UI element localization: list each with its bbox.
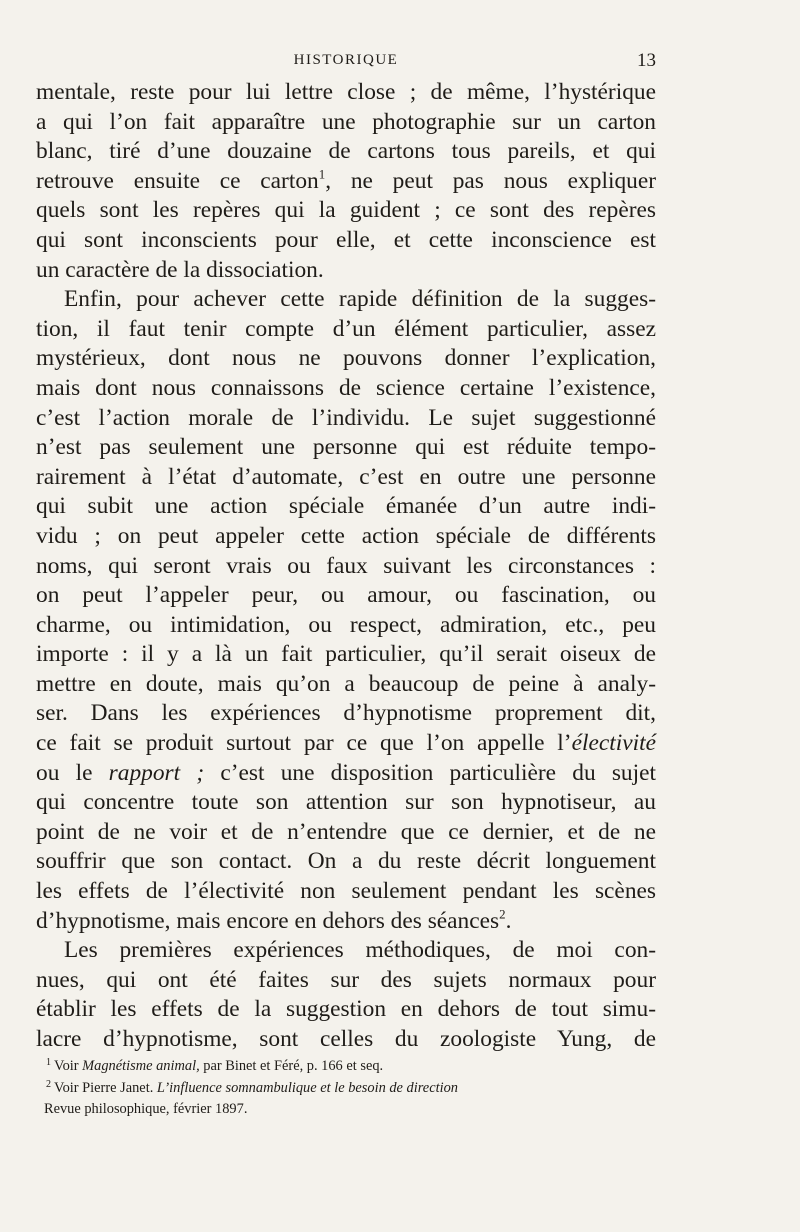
body-text [36,78,656,1055]
text-line: mystérieux, dont nous ne pouvons donner l’explication, [36,345,656,372]
text-line: charme, ou intimidation, ou respect, admiration, etc., peu [36,611,656,638]
text-line: ser. Dans les expériences d’hypnotisme proprement dit, [36,700,656,727]
text-segment: par Binet et Féré, p. 166 et seq. [199,1058,384,1074]
text-line: souffrir que son contact. On a du reste décrit longuement [36,848,656,875]
italic-term: rapport ; [108,759,205,786]
text-segment: . [505,907,512,934]
text-line: point de ne voir et de n’entendre que ce dernier, et de ne [36,818,656,845]
text-line: c’est l’action morale de l’individu. Le sujet suggestionné [36,404,656,431]
page-number: 13 [637,50,656,71]
text-line [36,907,656,937]
running-head [36,48,656,78]
footnote-2 [46,1079,654,1098]
text-line: établir les effets de la suggestion en dehors de tout simu- [36,996,656,1023]
text-line: les effets de l’électivité non seulement pendant les scènes [36,878,656,905]
text-segment: Voir Pierre Janet. [54,1079,157,1096]
footnote-mark: 2 [46,1078,52,1090]
text-line: vidu ; on peut appeler cette action spéciale de différents [36,522,656,549]
text-segment: Voir [54,1058,83,1074]
text-segment: c’est une disposition particulière du sujet [204,759,657,786]
text-line [36,759,656,789]
text-line: Les premières expériences méthodiques, de moi con- [64,937,656,964]
footnote-1 [46,1057,654,1076]
text-line: qui concentre toute son attention sur son hypnotiseur, au [36,789,656,816]
text-line [36,167,656,197]
text-segment: , ne peut pas nous expliquer [325,167,656,194]
footnote-2-continuation: Revue philosophique, février 1897. [44,1101,248,1118]
text-line: Enfin, pour achever cette rapide définition de la sugges- [64,286,656,313]
text-line: un caractère de la dissociation. [36,256,324,283]
text-line: quels sont les repères qui la guident ; ce sont des repères [36,197,656,224]
text-line: on peut l’appeler peur, ou amour, ou fascination, ou [36,582,656,609]
text-line [36,729,656,759]
text-line: lacre d’hypnotisme, sont celles du zoologiste Yung, de [36,1026,656,1052]
italic-title: L’influence somnambulique et le besoin de direction [156,1079,458,1096]
text-segment: d’hypnotisme, mais encore en dehors des séances [36,907,500,934]
text-line: qui subit une action spéciale émanée d’un autre indi- [36,493,656,520]
text-line: importe : il y a là un fait particulier, qu’il serait oiseux de [36,641,656,668]
footnotes [46,1057,654,1122]
text-line: mettre en doute, mais qu’on a beaucoup de peine à analy- [36,670,656,697]
text-line: qui sont inconscients pour elle, et cette inconscience est [36,226,656,253]
text-line: tion, il faut tenir compte d’un élément particulier, assez [36,315,656,342]
text-line: mentale, reste pour lui lettre close ; de même, l’hystérique [36,79,656,105]
text-line: mais dont nous connaissons de science certaine l’existence, [36,374,656,401]
italic-term: électivité [571,730,656,757]
text-segment: ce fait se produit surtout par ce que l’on appelle l’ [36,730,572,757]
text-line: nues, qui ont été faites sur des sujets normaux pour [36,966,656,993]
footnote-ref: 1 [318,167,326,182]
text-segment: retrouve ensuite ce carton [36,167,319,194]
book-page [36,48,656,1055]
text-line: a qui l’on fait apparaître une photographie sur un carton [36,108,656,135]
text-line: blanc, tiré d’une douzaine de cartons tous pareils, et qui [36,138,656,165]
text-line: n’est pas seulement une personne qui est réduite tempo- [36,434,656,461]
footnote-ref: 2 [499,906,506,921]
running-title: HISTORIQUE [293,52,399,68]
text-line: rairement à l’état d’automate, c’est en outre une personne [36,463,656,490]
text-line: noms, qui seront vrais ou faux suivant les circonstances : [36,552,656,579]
text-segment: ou le [36,759,109,786]
footnote-mark: 1 [46,1056,52,1068]
italic-title: Magnétisme animal, [82,1058,200,1074]
